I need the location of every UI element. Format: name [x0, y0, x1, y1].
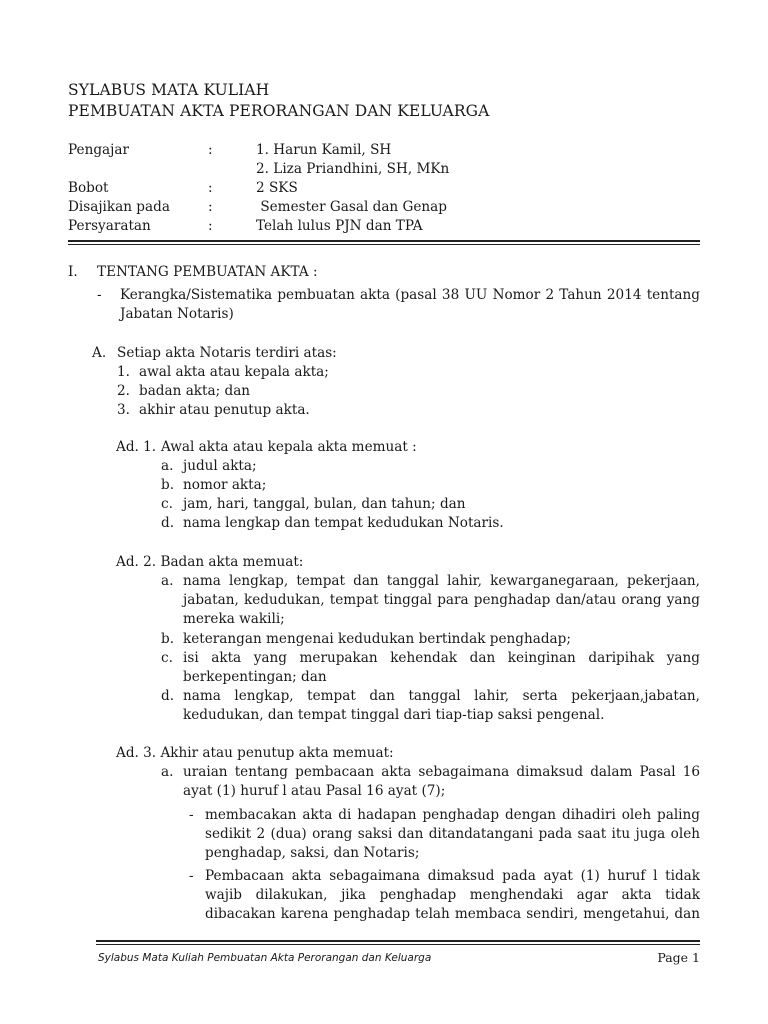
dash-bullet: -	[189, 807, 194, 823]
ad1-heading: Awal akta atau kepala akta memuat :	[161, 439, 417, 455]
footer-divider-thin	[96, 944, 700, 945]
info-label: Pengajar	[68, 142, 129, 158]
info-colon: :	[208, 199, 213, 215]
section-number: I.	[68, 264, 78, 280]
list-letter: a.	[161, 764, 174, 780]
info-value: Telah lulus PJN dan TPA	[256, 218, 423, 234]
course-info	[68, 141, 700, 236]
header-divider	[68, 240, 700, 242]
list-item: isi akta yang merupakan kehendak dan keinginan daripihak yang berkepentingan; dan	[183, 650, 700, 685]
list-item: nomor akta;	[183, 477, 267, 493]
list-item: uraian tentang pembacaan akta sebagaimana dimaksud dalam Pasal 16 ayat (1) huruf l atau Pasal 16 ayat (7);	[183, 764, 700, 799]
info-colon: :	[208, 180, 213, 196]
info-label: Disajikan pada	[68, 199, 170, 215]
title-line-2: PEMBUATAN AKTA PERORANGAN DAN KELUARGA	[68, 102, 490, 120]
info-colon: :	[208, 142, 213, 158]
list-number: 2.	[117, 383, 130, 399]
info-row-pengajar	[68, 141, 700, 160]
ad3-heading: Ad. 3. Akhir atau penutup akta memuat:	[116, 745, 394, 761]
list-item: keterangan mengenai kedudukan bertindak penghadap;	[183, 631, 571, 647]
list-item: nama lengkap, tempat dan tanggal lahir, kewarganegaraan, pekerjaan, jabatan, kedudukan, tempat tinggal para penghadap dan/atau orang yang mereka wakili;	[183, 573, 700, 627]
framework-paragraph: Kerangka/Sistematika pembuatan akta (pasal 38 UU Nomor 2 Tahun 2014 tentang Jabatan Notaris)	[120, 287, 700, 322]
info-label: Bobot	[68, 180, 109, 196]
part-a-label: A.	[92, 345, 107, 361]
list-item: badan akta; dan	[139, 383, 251, 399]
list-item: nama lengkap, tempat dan tanggal lahir, serta pekerjaan,jabatan, kedudukan, dan tempat tinggal dari tiap-tiap saksi pengenal.	[183, 688, 700, 723]
list-letter: b.	[161, 477, 175, 493]
list-letter: c.	[161, 496, 173, 512]
list-letter: d.	[161, 688, 175, 704]
list-item: akhir atau penutup akta.	[139, 402, 310, 418]
page-number: Page 1	[657, 950, 700, 965]
ad1-label: Ad. 1.	[116, 439, 157, 455]
footer-divider	[96, 940, 700, 942]
info-label: Persyaratan	[68, 218, 151, 234]
info-row-bobot	[68, 179, 700, 198]
title-line-1: SYLABUS MATA KULIAH	[68, 81, 270, 99]
info-value: 2. Liza Priandhini, SH, MKn	[256, 161, 450, 177]
header-divider-thin	[68, 244, 700, 245]
info-row-pengajar-2	[68, 160, 700, 179]
list-item: judul akta;	[183, 458, 257, 474]
info-value: 1. Harun Kamil, SH	[256, 142, 392, 158]
ad2-heading: Ad. 2. Badan akta memuat:	[116, 554, 304, 570]
info-value: 2 SKS	[256, 180, 298, 196]
list-number: 3.	[117, 402, 130, 418]
list-item: awal akta atau kepala akta;	[139, 364, 329, 380]
info-value: Semester Gasal dan Genap	[256, 199, 447, 215]
list-letter: d.	[161, 515, 175, 531]
section-title: TENTANG PEMBUATAN AKTA :	[97, 264, 318, 280]
sub-item: membacakan akta di hadapan penghadap dengan dihadiri oleh paling sedikit 2 (dua) orang saksi dan ditandatangani pada saat itu juga oleh penghadap, saksi, dan Notaris;	[205, 807, 700, 861]
info-row-persyaratan	[68, 217, 700, 236]
list-number: 1.	[117, 364, 130, 380]
footer-title: Sylabus Mata Kuliah Pembuatan Akta Perorangan dan Keluarga	[98, 952, 432, 964]
document-page	[68, 0, 700, 1024]
list-item: jam, hari, tanggal, bulan, dan tahun; dan	[183, 496, 466, 512]
part-a-text: Setiap akta Notaris terdiri atas:	[117, 345, 337, 361]
info-colon: :	[208, 218, 213, 234]
list-letter: a.	[161, 458, 174, 474]
list-letter: c.	[161, 650, 173, 666]
list-letter: b.	[161, 631, 175, 647]
list-item: nama lengkap dan tempat kedudukan Notaris.	[183, 515, 504, 531]
dash-bullet: -	[97, 287, 102, 303]
sub-item: Pembacaan akta sebagaimana dimaksud pada ayat (1) huruf l tidak wajib dilakukan, jika penghadap menghendaki agar akta tidak dibacakan karena penghadap telah membaca sendiri, mengetahui, dan	[205, 868, 700, 922]
dash-bullet: -	[189, 868, 194, 884]
info-row-disajikan	[68, 198, 700, 217]
list-letter: a.	[161, 573, 174, 589]
